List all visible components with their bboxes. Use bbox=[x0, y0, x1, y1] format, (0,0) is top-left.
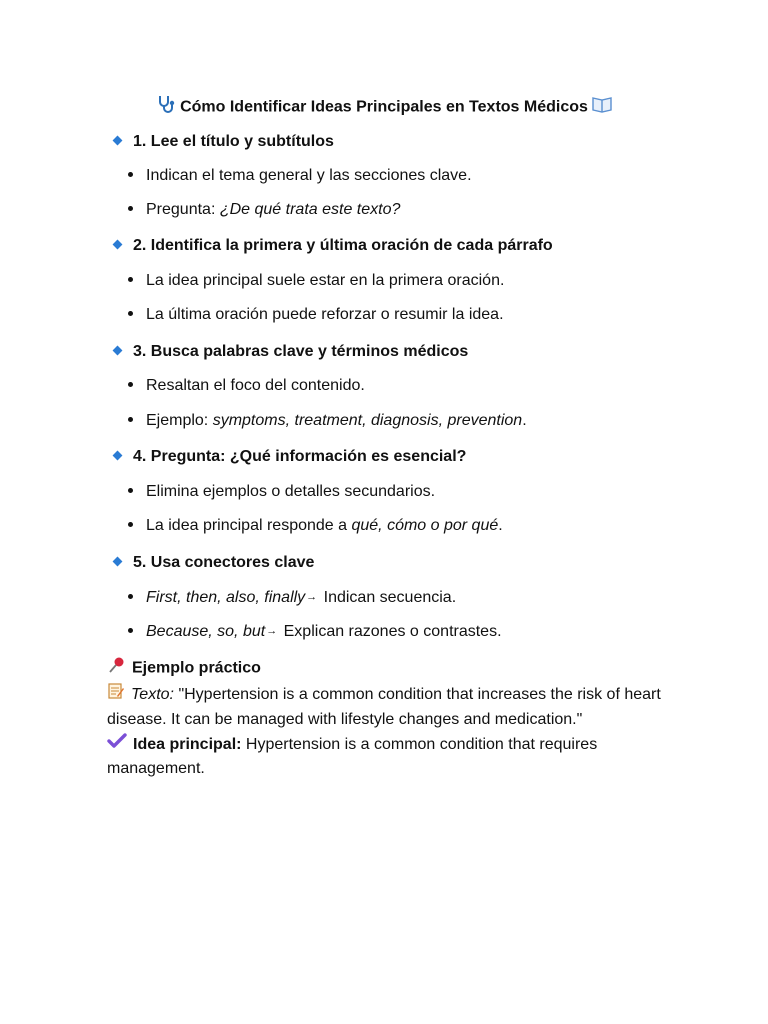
memo-icon bbox=[107, 682, 125, 708]
list-item-text: Indican el tema general y las secciones clave. bbox=[146, 167, 472, 184]
check-mark-icon bbox=[107, 733, 127, 757]
list-item bbox=[128, 304, 504, 326]
example-idea-paragraph bbox=[107, 733, 667, 781]
blue-diamond-icon bbox=[113, 557, 123, 567]
stethoscope-icon bbox=[156, 94, 176, 121]
bullet-dot bbox=[128, 311, 133, 316]
section-heading-text: 4. Pregunta: ¿Qué información es esencial? bbox=[133, 448, 467, 465]
section-heading-5 bbox=[112, 552, 314, 574]
right-arrow-icon: → bbox=[266, 625, 278, 637]
blue-diamond-icon bbox=[113, 346, 123, 356]
blue-diamond-icon bbox=[113, 240, 123, 250]
pushpin-icon bbox=[108, 656, 126, 681]
list-item-italic: First, then, also, finally bbox=[146, 589, 306, 606]
list-item-italic: ¿De qué trata este texto? bbox=[219, 201, 401, 218]
bullet-dot bbox=[128, 594, 133, 599]
bullet-dot bbox=[128, 277, 133, 282]
list-item bbox=[128, 410, 527, 432]
list-item-prefix: Ejemplo: bbox=[146, 412, 213, 429]
right-arrow-icon: → bbox=[306, 591, 318, 603]
list-item bbox=[128, 586, 456, 609]
list-item-suffix: Explican razones o contrastes. bbox=[279, 623, 502, 640]
list-item-italic: qué, cómo o por qué bbox=[351, 517, 499, 534]
section-heading-1 bbox=[112, 131, 334, 153]
example-idea-value: Hypertension is a common condition that requires management. bbox=[107, 736, 598, 778]
list-item-suffix: Indican secuencia. bbox=[319, 589, 457, 606]
list-item-text: Resaltan el foco del contenido. bbox=[146, 377, 365, 394]
bullet-dot bbox=[128, 206, 133, 211]
example-heading bbox=[108, 656, 261, 681]
section-heading-3 bbox=[112, 341, 468, 363]
list-item-suffix: . bbox=[522, 412, 527, 429]
page-title bbox=[0, 94, 768, 121]
section-heading-text: 3. Busca palabras clave y términos médicos bbox=[133, 343, 469, 360]
bullet-dot bbox=[128, 417, 133, 422]
bullet-dot bbox=[128, 172, 133, 177]
example-heading-text: Ejemplo práctico bbox=[132, 659, 261, 677]
list-item bbox=[128, 270, 504, 292]
blue-diamond-icon bbox=[113, 136, 123, 146]
section-heading-text: 5. Usa conectores clave bbox=[133, 554, 315, 571]
open-book-icon bbox=[592, 95, 612, 120]
bullet-dot bbox=[128, 628, 133, 633]
blue-diamond-icon bbox=[113, 451, 123, 461]
example-texto-value: "Hypertension is a common condition that increases the risk of heart disease. It can be managed with lifestyle changes and medication." bbox=[107, 686, 661, 728]
title-text: Cómo Identificar Ideas Principales en Textos Médicos bbox=[180, 98, 588, 116]
section-heading-2 bbox=[112, 235, 553, 257]
bullet-dot bbox=[128, 522, 133, 527]
section-heading-text: 1. Lee el título y subtítulos bbox=[133, 133, 334, 150]
list-item-text: Elimina ejemplos o detalles secundarios. bbox=[146, 483, 436, 500]
list-item-text: La idea principal suele estar en la primera oración. bbox=[146, 272, 505, 289]
example-texto-paragraph bbox=[107, 682, 667, 732]
bullet-dot bbox=[128, 488, 133, 493]
section-heading-4 bbox=[112, 446, 466, 468]
section-heading-text: 2. Identifica la primera y última oración de cada párrafo bbox=[133, 237, 553, 254]
example-idea-label: Idea principal: bbox=[133, 736, 242, 754]
list-item-italic: Because, so, but bbox=[146, 623, 266, 640]
list-item-prefix: La idea principal responde a bbox=[146, 517, 352, 534]
example-texto-label: Texto: bbox=[131, 686, 174, 704]
list-item-suffix: . bbox=[498, 517, 503, 534]
list-item-text: La última oración puede reforzar o resumir la idea. bbox=[146, 306, 504, 323]
list-item bbox=[128, 165, 472, 187]
list-item bbox=[128, 620, 502, 643]
list-item-italic: symptoms, treatment, diagnosis, prevention bbox=[212, 412, 523, 429]
list-item bbox=[128, 515, 503, 537]
bullet-dot bbox=[128, 382, 133, 387]
list-item bbox=[128, 375, 365, 397]
list-item bbox=[128, 199, 400, 221]
list-item bbox=[128, 481, 435, 503]
list-item-prefix: Pregunta: bbox=[146, 201, 220, 218]
